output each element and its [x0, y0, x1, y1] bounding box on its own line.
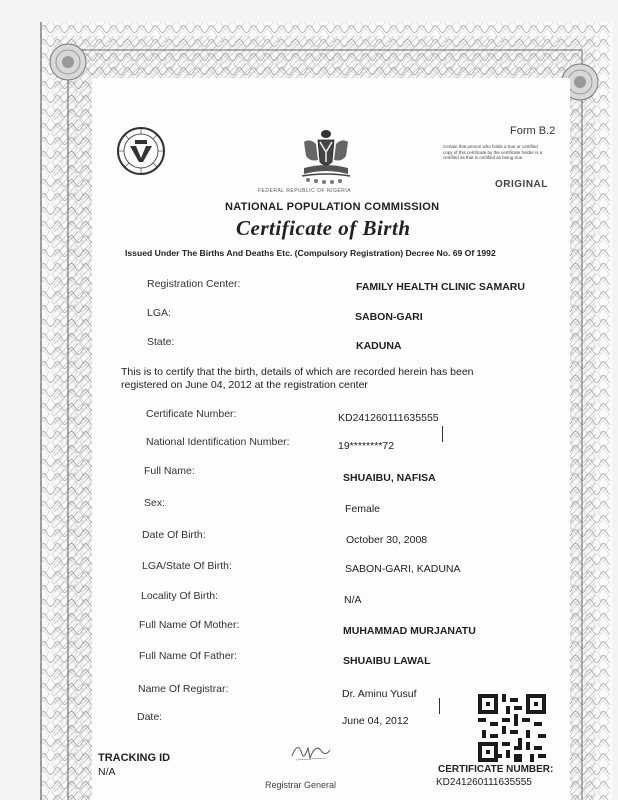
- registrar-signature-icon: [288, 734, 332, 764]
- dob-value: October 30, 2008: [346, 534, 428, 546]
- detail-label: Date Of Birth:: [142, 529, 206, 541]
- decree-subtitle: Issued Under The Births And Deaths Etc. (Compulsory Registration) Decree No. 69 Of 1992: [125, 248, 496, 258]
- ink-mark: [439, 698, 440, 714]
- locality-value: N/A: [344, 594, 362, 606]
- certification-statement: This is to certify that the birth, details of which are recorded herein has been registered on June 04, 2012 at the registration center: [121, 366, 474, 391]
- detail-label: Date:: [137, 711, 163, 723]
- certificate-number-value: KD241260111635555: [338, 412, 439, 424]
- registrar-general-caption: Registrar General: [265, 780, 337, 790]
- detail-label: Sex:: [144, 497, 166, 509]
- father-name-value: SHUAIBU LAWAL: [343, 655, 431, 667]
- nin-value: 19********72: [338, 440, 395, 452]
- certificate-title: Certificate of Birth: [236, 216, 411, 240]
- fine-print: Certain that person who holds a true or certified copy of this certificate by the certificate holder is a certified as that is certified as being true.: [443, 144, 543, 160]
- detail-label: Full Name:: [144, 465, 195, 477]
- mother-name-value: MUHAMMAD MURJANATU: [343, 625, 476, 637]
- registrar-name-value: Dr. Aminu Yusuf: [342, 688, 417, 700]
- qr-code-icon: [478, 694, 546, 762]
- footer-certificate-number-label: CERTIFICATE NUMBER:: [438, 764, 554, 775]
- tracking-id-value: N/A: [98, 766, 116, 778]
- detail-label: Full Name Of Father:: [139, 650, 238, 662]
- registration-date-value: June 04, 2012: [342, 715, 409, 727]
- coat-of-arms-icon: [296, 128, 356, 186]
- lga-label: LGA:: [147, 307, 171, 319]
- tracking-id-label: TRACKING ID: [98, 752, 171, 764]
- department: FEDERAL REPUBLIC OF NIGERIA: [258, 188, 352, 194]
- copy-type: ORIGINAL: [495, 179, 548, 190]
- footer-certificate-number-value: KD241260111635555: [436, 777, 532, 788]
- detail-label: Certificate Number:: [146, 408, 237, 420]
- form-number: Form B.2: [510, 125, 556, 137]
- detail-label: Locality Of Birth:: [141, 590, 219, 602]
- state-value: KADUNA: [356, 340, 402, 352]
- npc-logo-icon: [116, 126, 166, 176]
- corner-rosette-left: [50, 44, 86, 80]
- detail-label: National Identification Number:: [146, 436, 290, 448]
- detail-label: Full Name Of Mother:: [139, 619, 240, 631]
- detail-label: LGA/State Of Birth:: [142, 560, 232, 572]
- commission-name: NATIONAL POPULATION COMMISSION: [225, 201, 440, 213]
- sex-value: Female: [345, 503, 381, 515]
- birth-lga-state-value: SABON-GARI, KADUNA: [345, 563, 461, 575]
- lga-value: SABON-GARI: [355, 311, 423, 323]
- detail-label: Name Of Registrar:: [138, 683, 229, 695]
- registration-center-label: Registration Center:: [147, 278, 241, 290]
- ink-mark: [442, 426, 443, 442]
- registration-center-value: FAMILY HEALTH CLINIC SAMARU: [356, 281, 525, 293]
- full-name-value: SHUAIBU, NAFISA: [343, 472, 436, 484]
- state-label: State:: [147, 336, 175, 348]
